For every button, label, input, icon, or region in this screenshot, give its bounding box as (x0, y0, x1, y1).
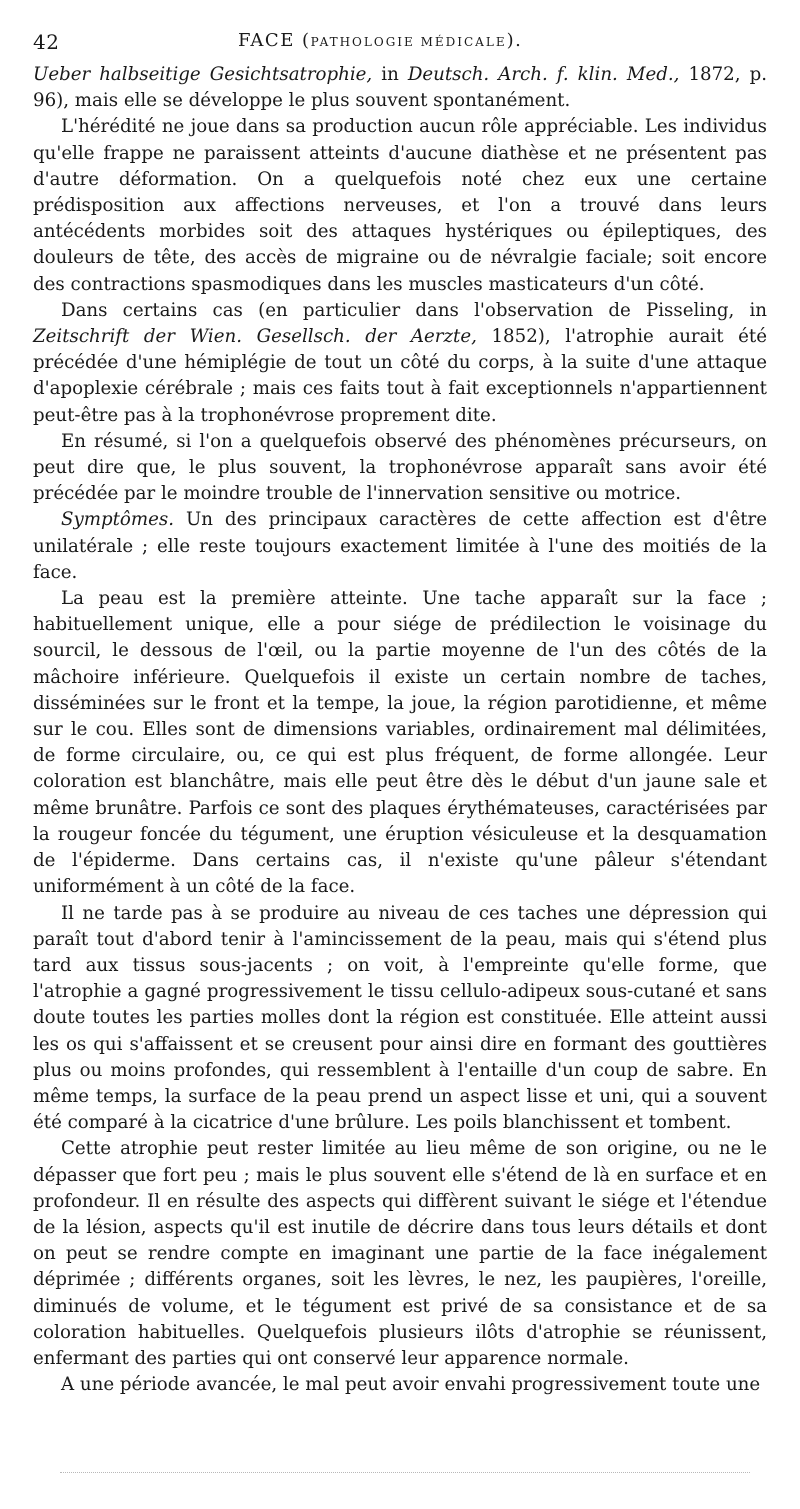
book-page (33, 22, 767, 1398)
paragraph-text: Dans certains cas (en particulier dans l'observation de Pisseling, in (61, 299, 767, 321)
citation-journal: Zeitschrift der Wien. Gesellsch. der Aerzte, (33, 326, 477, 348)
section-heading-symptoms: Symptômes. (61, 509, 175, 531)
citation-title: Ueber halbseitige Gesichtsatrophie, (33, 64, 373, 85)
paragraph-atrophy-extent: Cette atrophie peut rester limitée au lieu même de son origine, ou ne le dépasser que fort peu ; mais le plus souvent elle s'étend de là en surface et en profondeur. Il en résulte des aspects qui diffèrent suivant le siége et l'étendue de la lésion, aspects qu'il est inutile de décrire dans tous leurs détails et dont on peut se rendre compte en imaginant une partie de la face inégalement déprimée ; différents organes, soit les lèvres, le nez, les paupières, l'oreille, diminués de volume, et le tégument est privé de sa consistance et de sa coloration habituelles. Quelquefois plusieurs ilôts d'atrophie se réunissent, enfermant des parties qui ont conservé leur apparence normale. (33, 1138, 767, 1369)
paragraph-advanced-period: A une période avancée, le mal peut avoir envahi progressivement toute une (61, 1374, 761, 1396)
paragraph-skin: La peau est la première atteinte. Une tache apparaît sur la face ; habituellement unique, elle a pour siége de prédilection le voisinage du sourcil, le dessous de l'œil, ou la partie moyenne de l'un des côtés de la mâchoire inférieure. Quelquefois il existe un certain nombre de taches, disséminées sur le front et la tempe, la joue, la région parotidienne, et même sur le cou. Elles sont de dimensions variables, ordinairement mal délimitées, de forme circulaire, ou, ce qui est plus fréquent, de forme allongée. Leur coloration est blanchâtre, mais elle peut être dès le début d'un jaune sale et même brunâtre. Parfois ce sont des plaques érythémateuses, caractérisées par la rougeur foncée du tégument, une éruption vésiculeuse et la desquamation de l'épiderme. Dans certains cas, il n'existe qu'une pâleur s'étendant uniformément à un côté de la face. (33, 588, 767, 898)
running-head (33, 22, 767, 54)
running-title-end: ). (506, 30, 523, 51)
running-title-main: FACE ( (238, 30, 311, 51)
paragraph-pisseling (33, 298, 767, 429)
paragraph-text: in (372, 64, 408, 85)
paragraph-depression: Il ne tarde pas à se produire au niveau de ces taches une dépression qui paraît tout d'abord tenir à l'amincissement de la peau, mais qui s'étend plus tard aux tissus sous-jacents ; on voit, à l'empreinte qu'elle forme, que l'atrophie a gagné progressivement le tissu cellulo-adipeux sous-cutané et sans doute toutes les parties molles dont la région est constituée. Elle atteint aussi les os qui s'affaissent et se creusent pour ainsi dire en formant des gouttières plus ou moins profondes, qui ressemblent à l'entaille d'un coup de sabre. En même temps, la surface de la peau prend un aspect lisse et uni, qui a souvent été comparé à la cicatrice d'une brûlure. Les poils blanchissent et tombent. (33, 902, 767, 1134)
paragraph-continuation (33, 62, 767, 114)
paragraph-text: Un des principaux caractères de cette affection est d'être unilatérale ; elle reste toujours exactement limitée à l'une des moitiés de la face. (33, 509, 767, 583)
running-title-small-caps: PATHOLOGIE MÉDICALE (310, 35, 507, 49)
paragraph-symptoms (33, 507, 767, 586)
citation-journal: Deutsch. Arch. f. klin. Med., (407, 64, 680, 85)
page-bottom-rule (60, 1472, 750, 1473)
paragraph-summary: En résumé, si l'on a quelquefois observé des phénomènes précurseurs, on peut dire que, le plus souvent, la trophonévrose apparaît sans avoir été précédée par le moindre trouble de l'innervation sensitive ou motrice. (33, 430, 767, 505)
paragraph-heredity: L'hérédité ne joue dans sa production aucun rôle appréciable. Les individus qu'elle frappe ne paraissent atteints d'aucune diathèse et ne présentent pas d'autre déformation. On a quelquefois noté chez eux une certaine prédisposition aux affections nerveuses, et l'on a trouvé dans leurs antécédents morbides soit des attaques hystériques ou épileptiques, des douleurs de tête, des accès de migraine ou de névralgie faciale; soit encore des contractions spasmodiques dans les muscles masticateurs d'un côté. (33, 116, 767, 295)
page-number: 42 (33, 30, 60, 54)
running-title (238, 30, 522, 51)
body-text (33, 62, 767, 1398)
paragraph-text: 1872, p. 96), mais elle se développe le plus souvent spontanément. (33, 64, 767, 112)
paragraph-text: 1852), l'atrophie aurait été précédée d'une hémiplégie de tout un côté du corps, à la suite d'une attaque d'apoplexie cérébrale ; mais ces faits tout à fait exceptionnels n'appartiennent peut-être pas à la trophonévrose proprement dite. (33, 326, 767, 426)
